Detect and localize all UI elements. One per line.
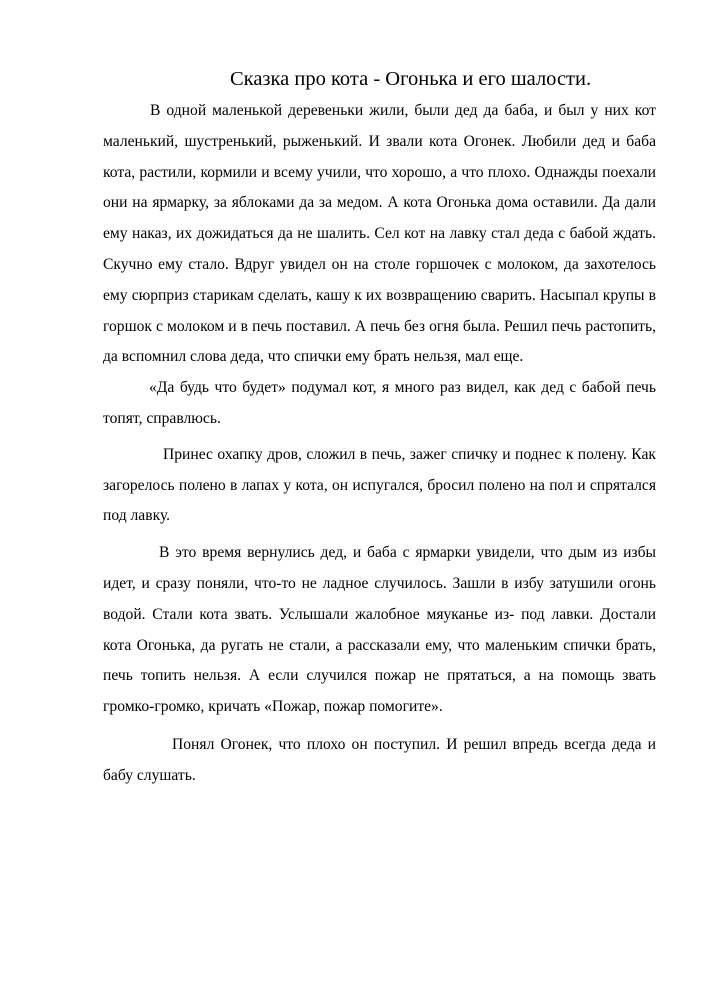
paragraph-1: В одной маленькой деревеньки жили, были дед да баба, и был у них кот маленький, шустренький, рыженький. И звали кота Огонек. Любили дед и баба кота, растили, кормили и всему учили, что хорошо, а что плохо. Однажды поехали они на ярмарку, за яблоками да за медом. А кота Огонька дома оставили. Да дали ему наказ, их дожидаться да не шалить. Сел кот на лавку стал деда с бабой ждать. Скучно ему стало. Вдруг увидел он на столе горшочек с молоком, да захотелось ему сюрприз старикам сделать, кашу к их возвращению сварить. Насыпал крупы в горшок с молоком и в печь поставил. А печь без огня была. Решил печь растопить, да вспомнил слова деда, что спички ему брать нельзя, мал еще. — [103, 102, 656, 366]
paragraph-4: В это время вернулись дед, и баба с ярмарки увидели, что дым из избы идет, и сразу поняли, что-то не ладное случилось. Зашли в избу затушили огонь водой. Стали кота звать. Услышали жалобное мяуканье из- под лавки. Достали кота Огонька, да ругать не стали, а рассказали ему, что маленьким спички брать, печь топить нельзя. А если случился пожар не прятаться, а на помощь звать громко-громко, кричать «Пожар, пожар помогите». — [103, 544, 656, 716]
document-body — [103, 96, 656, 792]
paragraph-5: Понял Огонек, что плохо он поступил. И решил впредь всегда деда и бабу слушать. — [103, 735, 656, 784]
document-title: Сказка про кота - Огонька и его шалости. — [230, 68, 592, 90]
paragraph-3: Принес охапку дров, сложил в печь, зажег спичку и поднес к полену. Как загорелось полено в лапах у кота, он испугался, бросил полено на пол и спрятался под лавку. — [103, 445, 656, 525]
paragraph-2: «Да будь что будет» подумал кот, я много раз видел, как дед с бабой печь топят, справлюсь. — [103, 379, 656, 427]
